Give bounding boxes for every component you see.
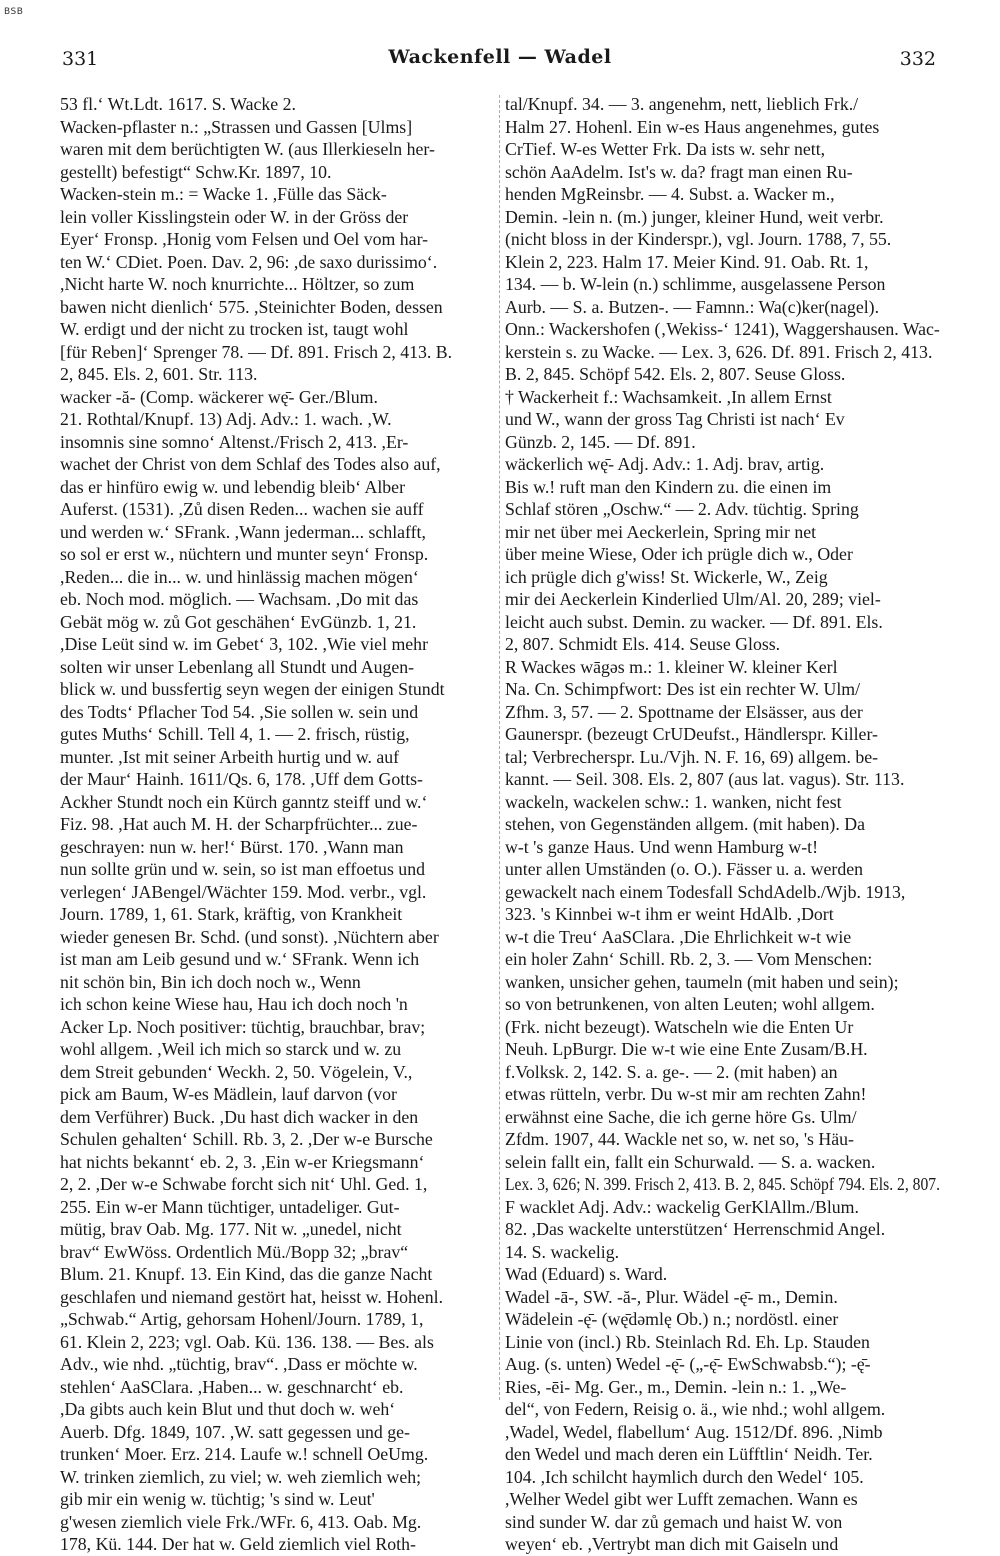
right-column: [505, 93, 940, 1556]
text-line: Adv., wie nhd. „tüchtig, brav“. ,Dass er möchte w.: [60, 1354, 418, 1374]
text-line: Auerb. Dfg. 1849, 107. ,W. satt gegessen und ge-: [60, 1421, 410, 1442]
page-number-right: 332: [899, 48, 936, 70]
text-line: tal/Knupf. 34. — 3. angenehm, nett, lieblich Frk./: [505, 94, 859, 114]
text-line: ,Wadel, Wedel, flabellum‘ Aug. 1512/Df. 896. ,Nimb: [505, 1421, 883, 1442]
text-line: Klein 2, 223. Halm 17. Meier Kind. 91. Oab. Rt. 1,: [505, 251, 869, 272]
text-line: † Wackerheit f.: Wachsamkeit. ,In allem Ernst: [505, 386, 832, 407]
text-line: der Maur‘ Hainh. 1611/Qs. 6, 178. ,Uff dem Gotts-: [60, 769, 423, 789]
text-line: mir dei Aeckerlein Kinderlied Ulm/Al. 20, 289; viel-: [505, 589, 881, 609]
page-header: [0, 40, 1000, 70]
library-stamp: BSB: [4, 7, 24, 17]
text-line: 178, Kü. 144. Der hat w. Geld ziemlich viel Roth-: [60, 1534, 416, 1554]
text-line: ich prügle dich g'wiss! St. Wickerle, W., Zeig: [505, 566, 828, 587]
text-line: wackeln, wackelen schw.: 1. wanken, nicht fest: [505, 791, 842, 812]
text-line: W. trinken ziemlich, zu viel; w. weh ziemlich weh;: [60, 1466, 422, 1487]
text-line: gestellt) befestigt“ Schw.Kr. 1897, 10.: [60, 161, 332, 182]
text-line: 134. — b. W-lein (n.) schlimme, ausgelassene Person: [505, 274, 886, 294]
text-line: 2, 2. ,Der w-e Schwabe forcht sich nit‘ Uhl. Ged. 1,: [60, 1174, 428, 1194]
text-line: stehen, von Gegenständen allgem. (mit haben). Da: [505, 814, 865, 834]
text-line: Journ. 1789, 1, 61. Stark, kräftig, von Krankheit: [60, 904, 403, 924]
text-line: ist man am Leib gesund und w.‘ SFrank. Wenn ich: [60, 949, 420, 969]
text-line: Linie von (incl.) Rb. Steinlach Rd. Eh. Lp. Stauden: [505, 1331, 870, 1352]
text-line: blick w. und bussfertig seyn wegen der einigen Stundt: [60, 679, 445, 699]
text-line: Wad (Eduard) s. Ward.: [505, 1264, 668, 1284]
text-line: tal; Verbrecherspr. Lu./Vjh. N. F. 16, 69) allgem. be-: [505, 746, 879, 767]
text-line: Eyer‘ Fronsp. ,Honig vom Felsen und Oel vom har-: [60, 229, 429, 249]
text-line: so von betrunkenen, von alten Leuten; wohl allgem.: [505, 994, 875, 1014]
text-line: Wacken-pflaster n.: „Strassen und Gassen [Ulms]: [60, 116, 413, 137]
text-line: Wädelein -ę̄- (wę̄dəmlę Ob.) n.; nordöstl. einer: [505, 1309, 839, 1329]
text-line: Gebät mög w. zů Got geschähen‘ EvGünzb. 1, 21.: [60, 611, 417, 632]
text-line: ein holer Zahn‘ Schill. Rb. 2, 3. — Vom Menschen:: [505, 949, 873, 969]
text-line: wäckerlich wę̄- Adj. Adv.: 1. Adj. brav, artig.: [505, 454, 825, 474]
text-line: kerstein s. zu Wacke. — Lex. 3, 626. Df. 891. Frisch 2, 413.: [505, 341, 933, 362]
text-line: w-t 's ganze Haus. Und wenn Hamburg w-t!: [505, 836, 818, 857]
text-line: 2, 807. Schmidt Els. 414. Seuse Gloss.: [505, 634, 781, 654]
text-line: 61. Klein 2, 223; vgl. Oab. Kü. 136. 138. — Bes. als: [60, 1331, 434, 1352]
text-line: geschlafen und niemand gestört hat, heisst w. Hohenl.: [60, 1286, 444, 1307]
text-line: wacker -ă- (Comp. wäckerer wę̄- Ger./Blum.: [60, 386, 378, 407]
text-line: ,Reden... die in... w. und hinlässig machen mögen‘: [60, 566, 419, 587]
text-line: ,Nicht harte W. noch knurrichte... Höltzer, so zum: [60, 274, 415, 294]
text-line: Fiz. 98. ,Hat auch M. H. der Scharpfrüchter... zue-: [60, 814, 418, 834]
text-line: Schulen gehalten‘ Schill. Rb. 3, 2. ,Der w-e Bursche: [60, 1129, 433, 1149]
text-line: das er hinfüro ewig w. und lebendig bleib‘ Alber: [60, 476, 405, 497]
text-line: Demin. -lein n. (m.) junger, kleiner Hund, weit verbr.: [505, 206, 884, 227]
text-line: Schlaf stören „Oschw.“ — 2. Adv. tüchtig. Spring: [505, 499, 859, 519]
text-line: stehlen‘ AaSClara. ,Haben... w. geschnarcht‘ eb.: [60, 1376, 404, 1397]
text-line: insomnis sine somno‘ Altenst./Frisch 2, 413. ,Er-: [60, 431, 409, 452]
text-line: erwähnst eine Sache, die ich gerne höre Gs. Ulm/: [505, 1106, 857, 1127]
text-line: wanken, unsicher gehen, taumeln (mit haben und sein);: [505, 971, 899, 992]
text-line: kannt. — Seil. 308. Els. 2, 807 (aus lat. vagus). Str. 113.: [505, 769, 905, 789]
text-line: wachet der Christ von dem Schlaf des Todes also auf,: [60, 454, 441, 474]
text-line: gutes Muths‘ Schill. Tell 4, 1. — 2. frisch, rüstig,: [60, 724, 410, 744]
text-line: ,Da gibts auch kein Blut und thut doch w. weh‘: [60, 1399, 396, 1419]
text-line: ten W.‘ CDiet. Poen. Dav. 2, 96: ,de saxo durissimo‘.: [60, 251, 438, 272]
text-line: bawen nicht dienlich‘ 575. ,Steinichter Boden, dessen: [60, 296, 443, 317]
text-line: Günzb. 2, 145. — Df. 891.: [505, 431, 696, 452]
text-line: brav“ EwWöss. Ordentlich Mü./Bopp 32; „brav“: [60, 1241, 409, 1262]
text-line: nit schön bin, Bin ich doch noch w., Wenn: [60, 971, 361, 992]
text-line: sind sunder W. dar zů gemach und haist W. von: [505, 1511, 843, 1532]
text-line: und werden w.‘ SFrank. ,Wann jederman... schlafft,: [60, 521, 426, 542]
text-line: wohl allgem. ,Weil ich mich so starck und w. zu: [60, 1039, 402, 1059]
text-line: pick am Baum, W-es Mädlein, lauf darvon (vor: [60, 1084, 397, 1104]
text-line: CrTief. W-es Wetter Frk. Da ists w. sehr nett,: [505, 139, 826, 159]
text-line: solten wir unser Lebenlang all Stundt und Augen-: [60, 656, 415, 677]
text-line: Onn.: Wackershofen (‚Wekiss-‘ 1241), Waggershausen. Wac-: [505, 319, 940, 339]
text-line: gib mir ein wenig w. tüchtig; 's sind w. Leut': [60, 1489, 375, 1509]
text-line: B. 2, 845. Schöpf 542. Els. 2, 807. Seuse Gloss.: [505, 364, 846, 384]
running-title: Wackenfell — Wadel: [388, 46, 612, 68]
text-line: so sol er erst w., nüchtern und munter seyn‘ Fronsp.: [60, 544, 429, 564]
text-line: eb. Noch mod. möglich. — Wachsam. ,Do mit das: [60, 589, 419, 609]
text-line: w-t die Treu‘ AaSClara. ,Die Ehrlichkeit w-t wie: [505, 926, 852, 947]
text-line: F wacklet Adj. Adv.: wackelig GerKlAllm./Blum.: [505, 1196, 859, 1217]
text-line: hat nichts bekannt‘ eb. 2, 3. ,Ein w-er Kriegsmann‘: [60, 1151, 425, 1172]
text-line: 255. Ein w-er Mann tüchtiger, untadeliger. Gut-: [60, 1196, 400, 1217]
text-line: Halm 27. Hohenl. Ein w-es Haus angenehmes, gutes: [505, 116, 880, 137]
text-line: Wadel -ā-, SW. -ă-, Plur. Wädel -ę̄- m., Demin.: [505, 1286, 838, 1307]
text-line: (nicht bloss in der Kinderspr.), vgl. Journ. 1788, 7, 55.: [505, 229, 892, 249]
text-line: nun sollte grün und w. sein, so ist man effoetus und: [60, 859, 425, 879]
text-line: 104. ,Ich schilcht haymlich durch den Wedel‘ 105.: [505, 1466, 864, 1487]
text-line: 53 fl.‘ Wt.Ldt. 1617. S. Wacke 2.: [60, 94, 296, 114]
text-line: Ries, -ēi- Mg. Ger., m., Demin. -lein n.: 1. „We-: [505, 1376, 847, 1397]
text-line: R Wackes wāgəs m.: 1. kleiner W. kleiner Kerl: [505, 656, 838, 677]
text-line: Zfhm. 3, 57. — 2. Spottname der Elsässer, aus der: [505, 701, 863, 722]
text-line: leicht auch subst. Demin. zu wacker. — Df. 891. Els.: [505, 611, 883, 632]
text-line: waren mit dem berüchtigten W. (aus Illerkieseln her-: [60, 139, 435, 159]
text-line: ,Welher Wedel gibt wer Lufft zemachen. Wann es: [505, 1489, 858, 1509]
text-line: Zfdm. 1907, 44. Wackle net so, w. net so, 's Häu-: [505, 1129, 854, 1149]
text-line: f.Volksk. 2, 142. S. a. ge-. — 2. (mit haben) an: [505, 1061, 838, 1082]
text-line: dem Streit gebunden‘ Weckh. 2, 50. Vögelein, V.,: [60, 1061, 413, 1082]
text-line: henden MgReinsbr. — 4. Subst. a. Wacker m.,: [505, 184, 835, 204]
text-line: den Wedel und mach deren ein Lüfftlin‘ Neidh. Ter.: [505, 1444, 873, 1464]
text-line: Aug. (s. unten) Wedel -ę̄- („-ę̄- EwSchwabsb.“); -ę̄-: [505, 1354, 871, 1374]
text-line: 82. ,Das wackelte unterstützen‘ Herrenschmid Angel.: [505, 1219, 886, 1239]
text-line: munter. ,Ist mit seiner Arbeith hurtig und w. auf: [60, 746, 400, 767]
text-line: 21. Rothtal/Knupf. 13) Adj. Adv.: 1. wach. ,W.: [60, 409, 392, 429]
left-column: [60, 93, 496, 1556]
text-line: W. erdigt und der nicht zu trocken ist, taugt wohl: [60, 319, 409, 339]
text-line: gewackelt nach einem Todesfall SchdAdelb./Wjb. 1913,: [505, 881, 906, 902]
text-line: 323. 's Kinnbei w-t ihm er weint HdAlb. ,Dort: [505, 904, 834, 924]
text-line: mütig, brav Oab. Mg. 177. Nit w. „unedel, nicht: [60, 1219, 402, 1239]
text-line: ich schon keine Wiese hau, Hau ich doch noch 'n: [60, 994, 408, 1014]
text-line: des Todts‘ Pflacher Tod 54. ,Sie sollen w. sein und: [60, 701, 419, 722]
text-line: schön AaAdelm. Ist's w. da? fragt man einen Ru-: [505, 161, 853, 182]
page-number-left: 331: [62, 48, 99, 70]
text-line: Lex. 3, 626; N. 399. Frisch 2, 413. B. 2, 845. Schöpf 794. Els. 2, 807.: [505, 1174, 940, 1194]
text-line: ,Dise Leüt sind w. im Gebet‘ 3, 102. ,Wie viel mehr: [60, 634, 428, 654]
text-line: Na. Cn. Schimpfwort: Des ist ein rechter W. Ulm/: [505, 679, 861, 699]
text-line: Gaunerspr. (bezeugt CrUDeufst., Händlerspr. Killer-: [505, 724, 878, 744]
text-line: 14. S. wackelig.: [505, 1241, 620, 1262]
text-line: „Schwab.“ Artig, gehorsam Hohenl/Journ. 1789, 1,: [60, 1309, 424, 1329]
text-line: Bis w.! ruft man den Kindern zu. die einen im: [505, 476, 832, 497]
text-line: und W., wann der gross Tag Christi ist nach‘ Ev: [505, 409, 845, 429]
text-line: dem Verführer) Buck. ,Du hast dich wacker in den: [60, 1106, 419, 1127]
text-line: (Frk. nicht bezeugt). Watscheln wie die Enten Ur: [505, 1016, 854, 1037]
text-line: Neuh. LpBurgr. Die w-t wie eine Ente Zusam/B.H.: [505, 1039, 868, 1059]
text-line: trunken‘ Moer. Erz. 214. Laufe w.! schnell OeUmg.: [60, 1444, 429, 1464]
text-line: Ackher Stundt noch ein Kürch ganntz steiff und w.‘: [60, 791, 428, 812]
text-line: verlegen‘ JABengel/Wächter 159. Mod. verbr., vgl.: [60, 881, 427, 902]
column-divider: [499, 95, 500, 1400]
text-line: g'wesen ziemlich viele Frk./WFr. 6, 413. Oab. Mg.: [60, 1511, 422, 1532]
text-line: Aurb. — S. a. Butzen-. — Famnn.: Wa(c)ker(nagel).: [505, 296, 880, 317]
text-line: über meine Wiese, Oder ich prügle dich w., Oder: [505, 544, 853, 564]
text-line: [für Reben]‘ Sprenger 78. — Df. 891. Frisch 2, 413. B.: [60, 341, 453, 362]
text-line: selein fallt ein, fallt ein Schurwald. — S. a. wacken.: [505, 1151, 876, 1172]
text-line: 2, 845. Els. 2, 601. Str. 113.: [60, 364, 258, 384]
text-line: unter allen Umständen (o. O.). Fässer u. a. werden: [505, 859, 863, 879]
text-line: weyen‘ eb. ,Vertrybt man dich mit Gaiseln und: [505, 1534, 839, 1554]
text-line: Acker Lp. Noch positiver: tüchtig, brauchbar, brav;: [60, 1016, 426, 1037]
text-line: del“, von Federn, Reisig o. ä., wie nhd.; wohl allgem.: [505, 1399, 886, 1419]
text-line: geschrayen: nun w. her!‘ Bürst. 170. ,Wann man: [60, 836, 404, 857]
text-line: wieder genesen Br. Schd. (und sonst). ,Nüchtern aber: [60, 926, 439, 947]
text-line: mir net über mei Aeckerlein, Spring mir net: [505, 521, 817, 542]
text-line: lein voller Kisslingstein oder W. in der Gröss der: [60, 206, 409, 227]
text-line: Auferst. (1531). ,Zů disen Reden... wachen sie auff: [60, 499, 424, 519]
text-line: Blum. 21. Knupf. 13. Ein Kind, das die ganze Nacht: [60, 1264, 433, 1284]
text-line: Wacken-stein m.: = Wacke 1. ,Fülle das Säck-: [60, 184, 387, 204]
text-line: etwas rütteln, verbr. Du w-st mir am rechten Zahn!: [505, 1084, 867, 1104]
